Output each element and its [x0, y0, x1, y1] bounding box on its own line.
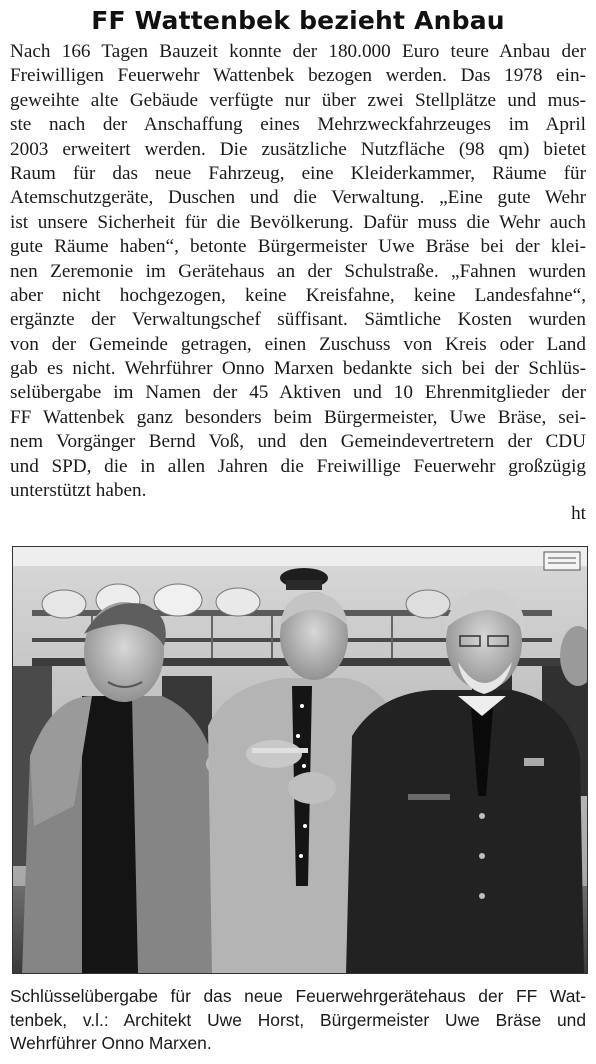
body-line: und SPD, die in allen Jahren die Freiwillige Feuerwehr großzügig — [10, 455, 586, 477]
author-initials: ht — [571, 503, 586, 524]
body-line: Raum für das neue Fahrzeug, eine Kleiderkammer, Räume für — [10, 162, 586, 184]
caption-line: tenbek, v.l.: Architekt Uwe Horst, Bürgermeister Uwe Bräse und — [10, 1009, 586, 1030]
body-line: von der Gemeinde getragen, einen Zuschuss von Kreis oder Land — [10, 333, 586, 355]
body-line: ist unsere Sicherheit für die Bevölkerung. Dafür muss die Wehr auch — [10, 211, 586, 233]
caption-line: Wehrführer Onno Marxen. — [10, 1033, 212, 1053]
body-line: unterstützt haben. — [10, 480, 147, 502]
article-body — [10, 40, 586, 503]
body-line: Nach 166 Tagen Bauzeit konnte der 180.000 Euro teure Anbau der — [10, 41, 586, 62]
article-headline: FF Wattenbek bezieht Anbau — [91, 6, 505, 35]
body-line: FF Wattenbek ganz besonders beim Bürgermeister, Uwe Bräse, sei- — [10, 406, 586, 428]
body-line: gab es nicht. Wehrführer Onno Marxen bedankte sich bei der Schlüs- — [10, 358, 586, 380]
photo-caption — [10, 985, 586, 1056]
body-line: Freiwilligen Feuerwehr Wattenbek bezogen werden. Das 1978 ein- — [10, 65, 586, 87]
article-photo — [12, 546, 588, 974]
body-line: ergänzte der Verwaltungschef süffisant. Sämtliche Kosten wurden — [10, 309, 586, 331]
body-line: geweihte alte Gebäude verfügte nur über zwei Stellplätze und mus- — [10, 89, 586, 111]
body-line: 2003 erweitert werden. Die zusätzliche Nutzfläche (98 qm) bietet — [10, 138, 586, 160]
caption-line: Schlüsselübergabe für das neue Feuerwehrgerätehaus der FF Wat- — [10, 986, 586, 1006]
body-line: nen Zeremonie im Gerätehaus an der Schulstraße. „Fahnen wurden — [10, 260, 586, 282]
body-line: selübergabe im Namen der 45 Aktiven und 10 Ehrenmitglieder der — [10, 382, 586, 404]
body-line: nem Vorgänger Bernd Voß, und den Gemeindevertretern der CDU — [10, 431, 586, 453]
body-line: ste nach der Anschaffung eines Mehrzweckfahrzeuges im April — [10, 114, 586, 136]
body-line: gute Räume haben“, betonte Bürgermeister Uwe Bräse bei der klei- — [10, 236, 586, 258]
body-line: aber nicht hochgezogen, keine Kreisfahne, keine Landesfahne“, — [10, 284, 586, 306]
body-line: Atemschutzgeräte, Duschen und die Verwaltung. „Eine gute Wehr — [10, 187, 586, 209]
